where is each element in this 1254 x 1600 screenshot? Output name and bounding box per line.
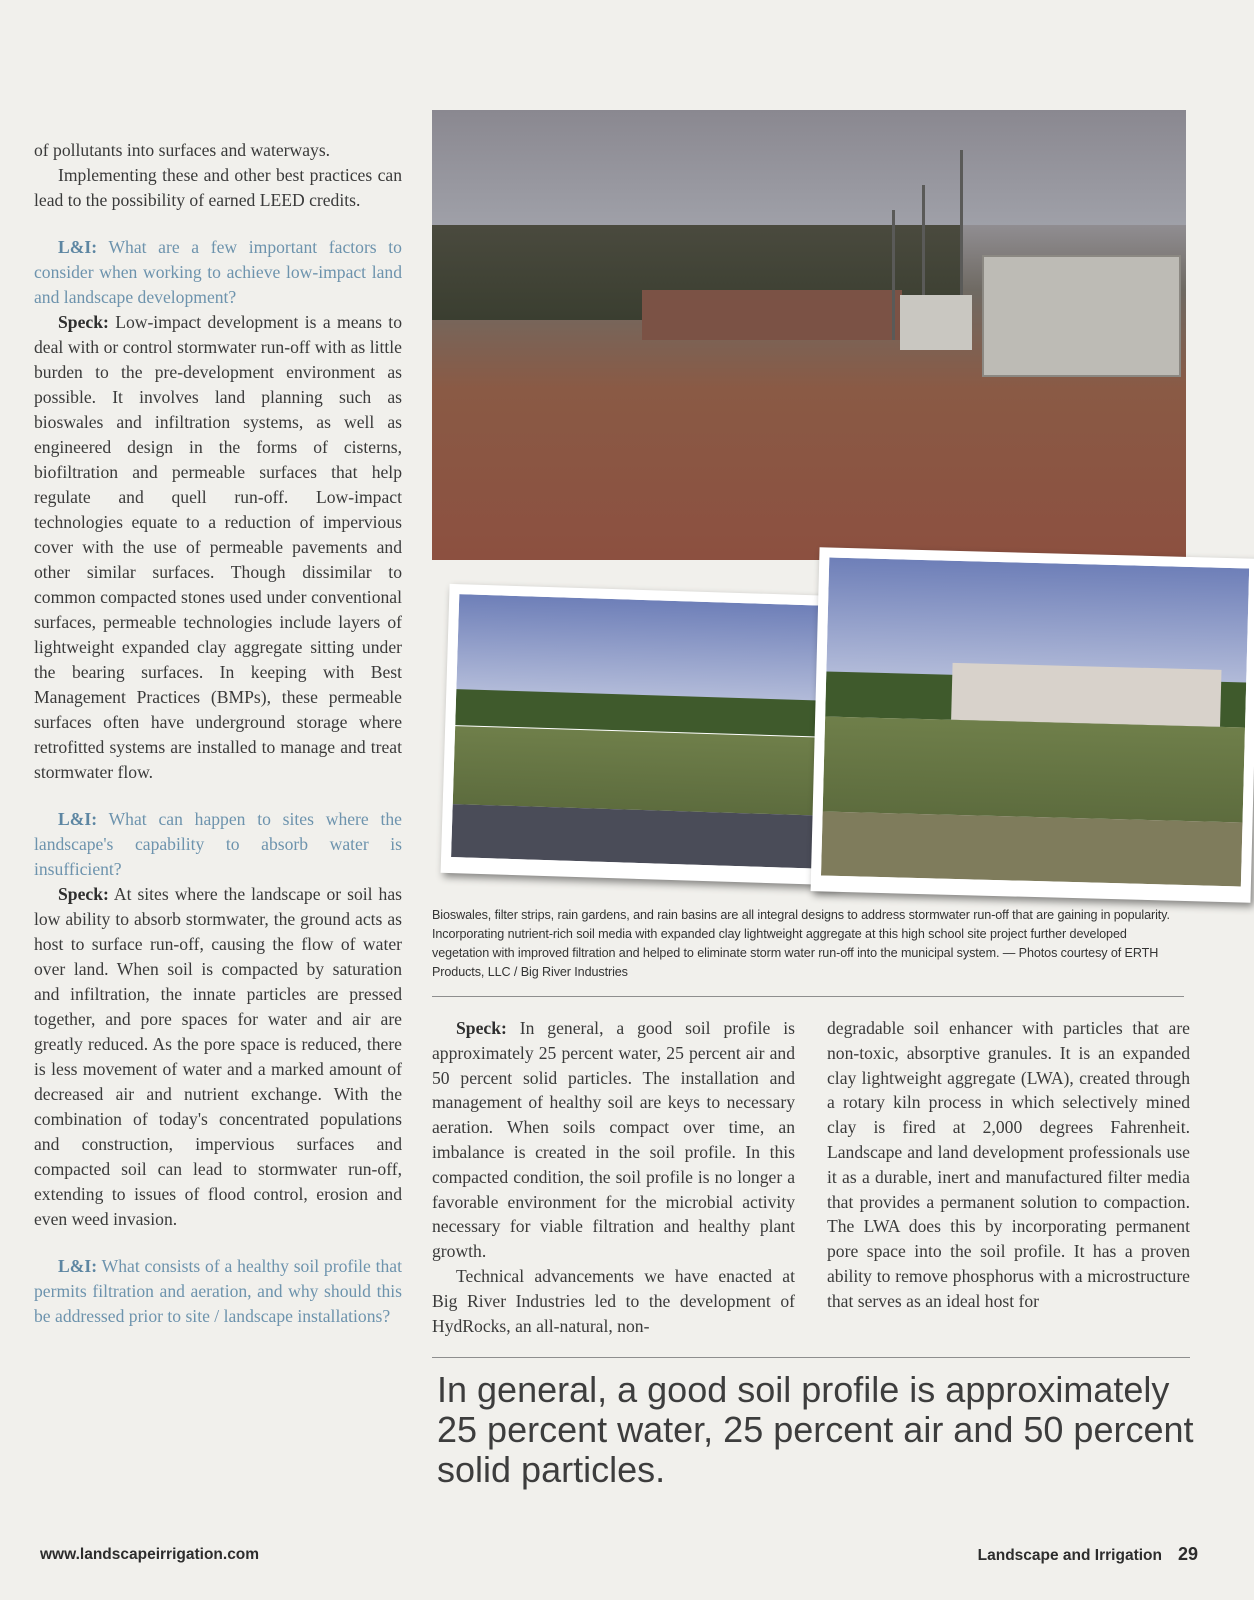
page-number: 29 bbox=[1177, 1544, 1198, 1564]
school-landscape-photo bbox=[811, 547, 1254, 902]
speaker-label: Speck: bbox=[456, 1018, 507, 1038]
paragraph: degradable soil enhancer with particles that are non-toxic, absorptive granules. It is an expanded clay lightweight aggregate (LWA), created through a rotary kiln process in which selectively mined clay is fired at 2,000 degrees Fahrenheit. Landscape and land development professionals use it as a durable, inert and manufactured filter media that provides a permanent solution to compaction. The LWA does this by incorporating permanent pore space into the soil profile. It has a proven ability to remove phosphorus with a microstructure that serves as an ideal host for bbox=[827, 1018, 1190, 1311]
paragraph bbox=[432, 1016, 795, 1264]
light-pole bbox=[892, 210, 895, 340]
question-text: What are a few important factors to consider when working to achieve low-impact land and landscape development? bbox=[34, 237, 402, 307]
question bbox=[34, 807, 402, 882]
footer-url: www.landscapeirrigation.com bbox=[40, 1546, 260, 1563]
middle-column bbox=[432, 1016, 795, 1338]
answer bbox=[34, 882, 402, 1232]
speaker-label: Speck: bbox=[58, 884, 109, 904]
photo-trailer bbox=[982, 255, 1181, 377]
question-text: What consists of a healthy soil profile that permits filtration and aeration, and why should this be addressed prior to site / landscape installations? bbox=[34, 1256, 402, 1326]
answer-text: Low-impact development is a means to deal with or control stormwater run-off with as little burden to the pre-development environment as possible. It involves land planning such as bioswales and infiltration systems, as well as engineered design in the forms of cisterns, biofiltration and permeable surfaces that help regulate and quell run-off. Low-impact technologies equate to a reduction of impervious cover with the use of permeable pavements and other similar surfaces. Though dissimilar to common compacted stones used under conventional surfaces, permeable technologies include layers of lightweight expanded clay aggregate sitting under the bearing surfaces. In keeping with Best Management Practices (BMPs), these permeable surfaces often have underground storage where retrofitted systems are installed to manage and treat stormwater flow. bbox=[34, 312, 402, 782]
speaker-label: Speck: bbox=[58, 312, 109, 332]
answer-text: In general, a good soil profile is approximately 25 percent water, 25 percent air and 50 percent solid particles. The installation and management of healthy soil are keys to necessary aeration. When soils compact over time, an imbalance is created in the soil profile. In this compacted condition, the soil profile is no longer a favorable environment for the microbial activity necessary for viable filtration and healthy plant growth. bbox=[432, 1018, 795, 1262]
magazine-name: Landscape and Irrigation bbox=[977, 1547, 1162, 1564]
bioswale-photo bbox=[441, 584, 845, 885]
pull-quote: In general, a good soil profile is approximately 25 percent water, 25 percent air and 50 percent solid particles. bbox=[437, 1369, 1194, 1490]
photo-trailer bbox=[900, 295, 972, 350]
answer bbox=[34, 310, 402, 785]
photo-wall bbox=[642, 290, 902, 340]
paragraph: of pollutants into surfaces and waterways. bbox=[34, 140, 331, 160]
right-column bbox=[827, 1016, 1190, 1314]
divider bbox=[432, 996, 1184, 997]
question-label: L&I: bbox=[58, 809, 98, 829]
photo-sky bbox=[432, 110, 1186, 225]
school-building bbox=[951, 663, 1221, 727]
question bbox=[34, 235, 402, 310]
question bbox=[34, 1254, 402, 1329]
divider bbox=[432, 1357, 1190, 1358]
footer-folio bbox=[978, 1544, 1198, 1565]
question-text: What can happen to sites where the landscape's capability to absorb water is insufficient? bbox=[34, 809, 402, 879]
left-column bbox=[34, 138, 402, 1329]
question-label: L&I: bbox=[58, 237, 98, 257]
question-label: L&I: bbox=[58, 1256, 98, 1276]
answer-text: At sites where the landscape or soil has low ability to absorb stormwater, the ground acts as host to surface run-off, causing the flow of water over land. When soil is compacted by saturation and infiltration, the innate particles are pressed together, and pore spaces for water and air are greatly reduced. As the pore space is reduced, there is less movement of water and a marked amount of decreased air and nutrient exchange. With the combination of today's concentrated populations and construction, impervious surfaces and compacted soil can lead to stormwater run-off, extending to issues of flood control, erosion and even weed invasion. bbox=[34, 884, 402, 1229]
construction-site-photo bbox=[432, 110, 1186, 560]
paragraph: Technical advancements we have enacted at Big River Industries led to the development of HydRocks, an all-natural, non- bbox=[432, 1265, 795, 1336]
paragraph: Implementing these and other best practices can lead to the possibility of earned LEED credits. bbox=[34, 165, 402, 210]
photo-caption: Bioswales, filter strips, rain gardens, and rain basins are all integral designs to address stormwater run-off that are gaining in popularity. Incorporating nutrient-rich soil media with expanded clay lightweight aggregate at this high school site project further developed vegetation with improved filtration and helped to eliminate storm water run-off into the municipal system. — Photos courtesy of ERTH Products, LLC / Big River Industries bbox=[432, 908, 1170, 979]
